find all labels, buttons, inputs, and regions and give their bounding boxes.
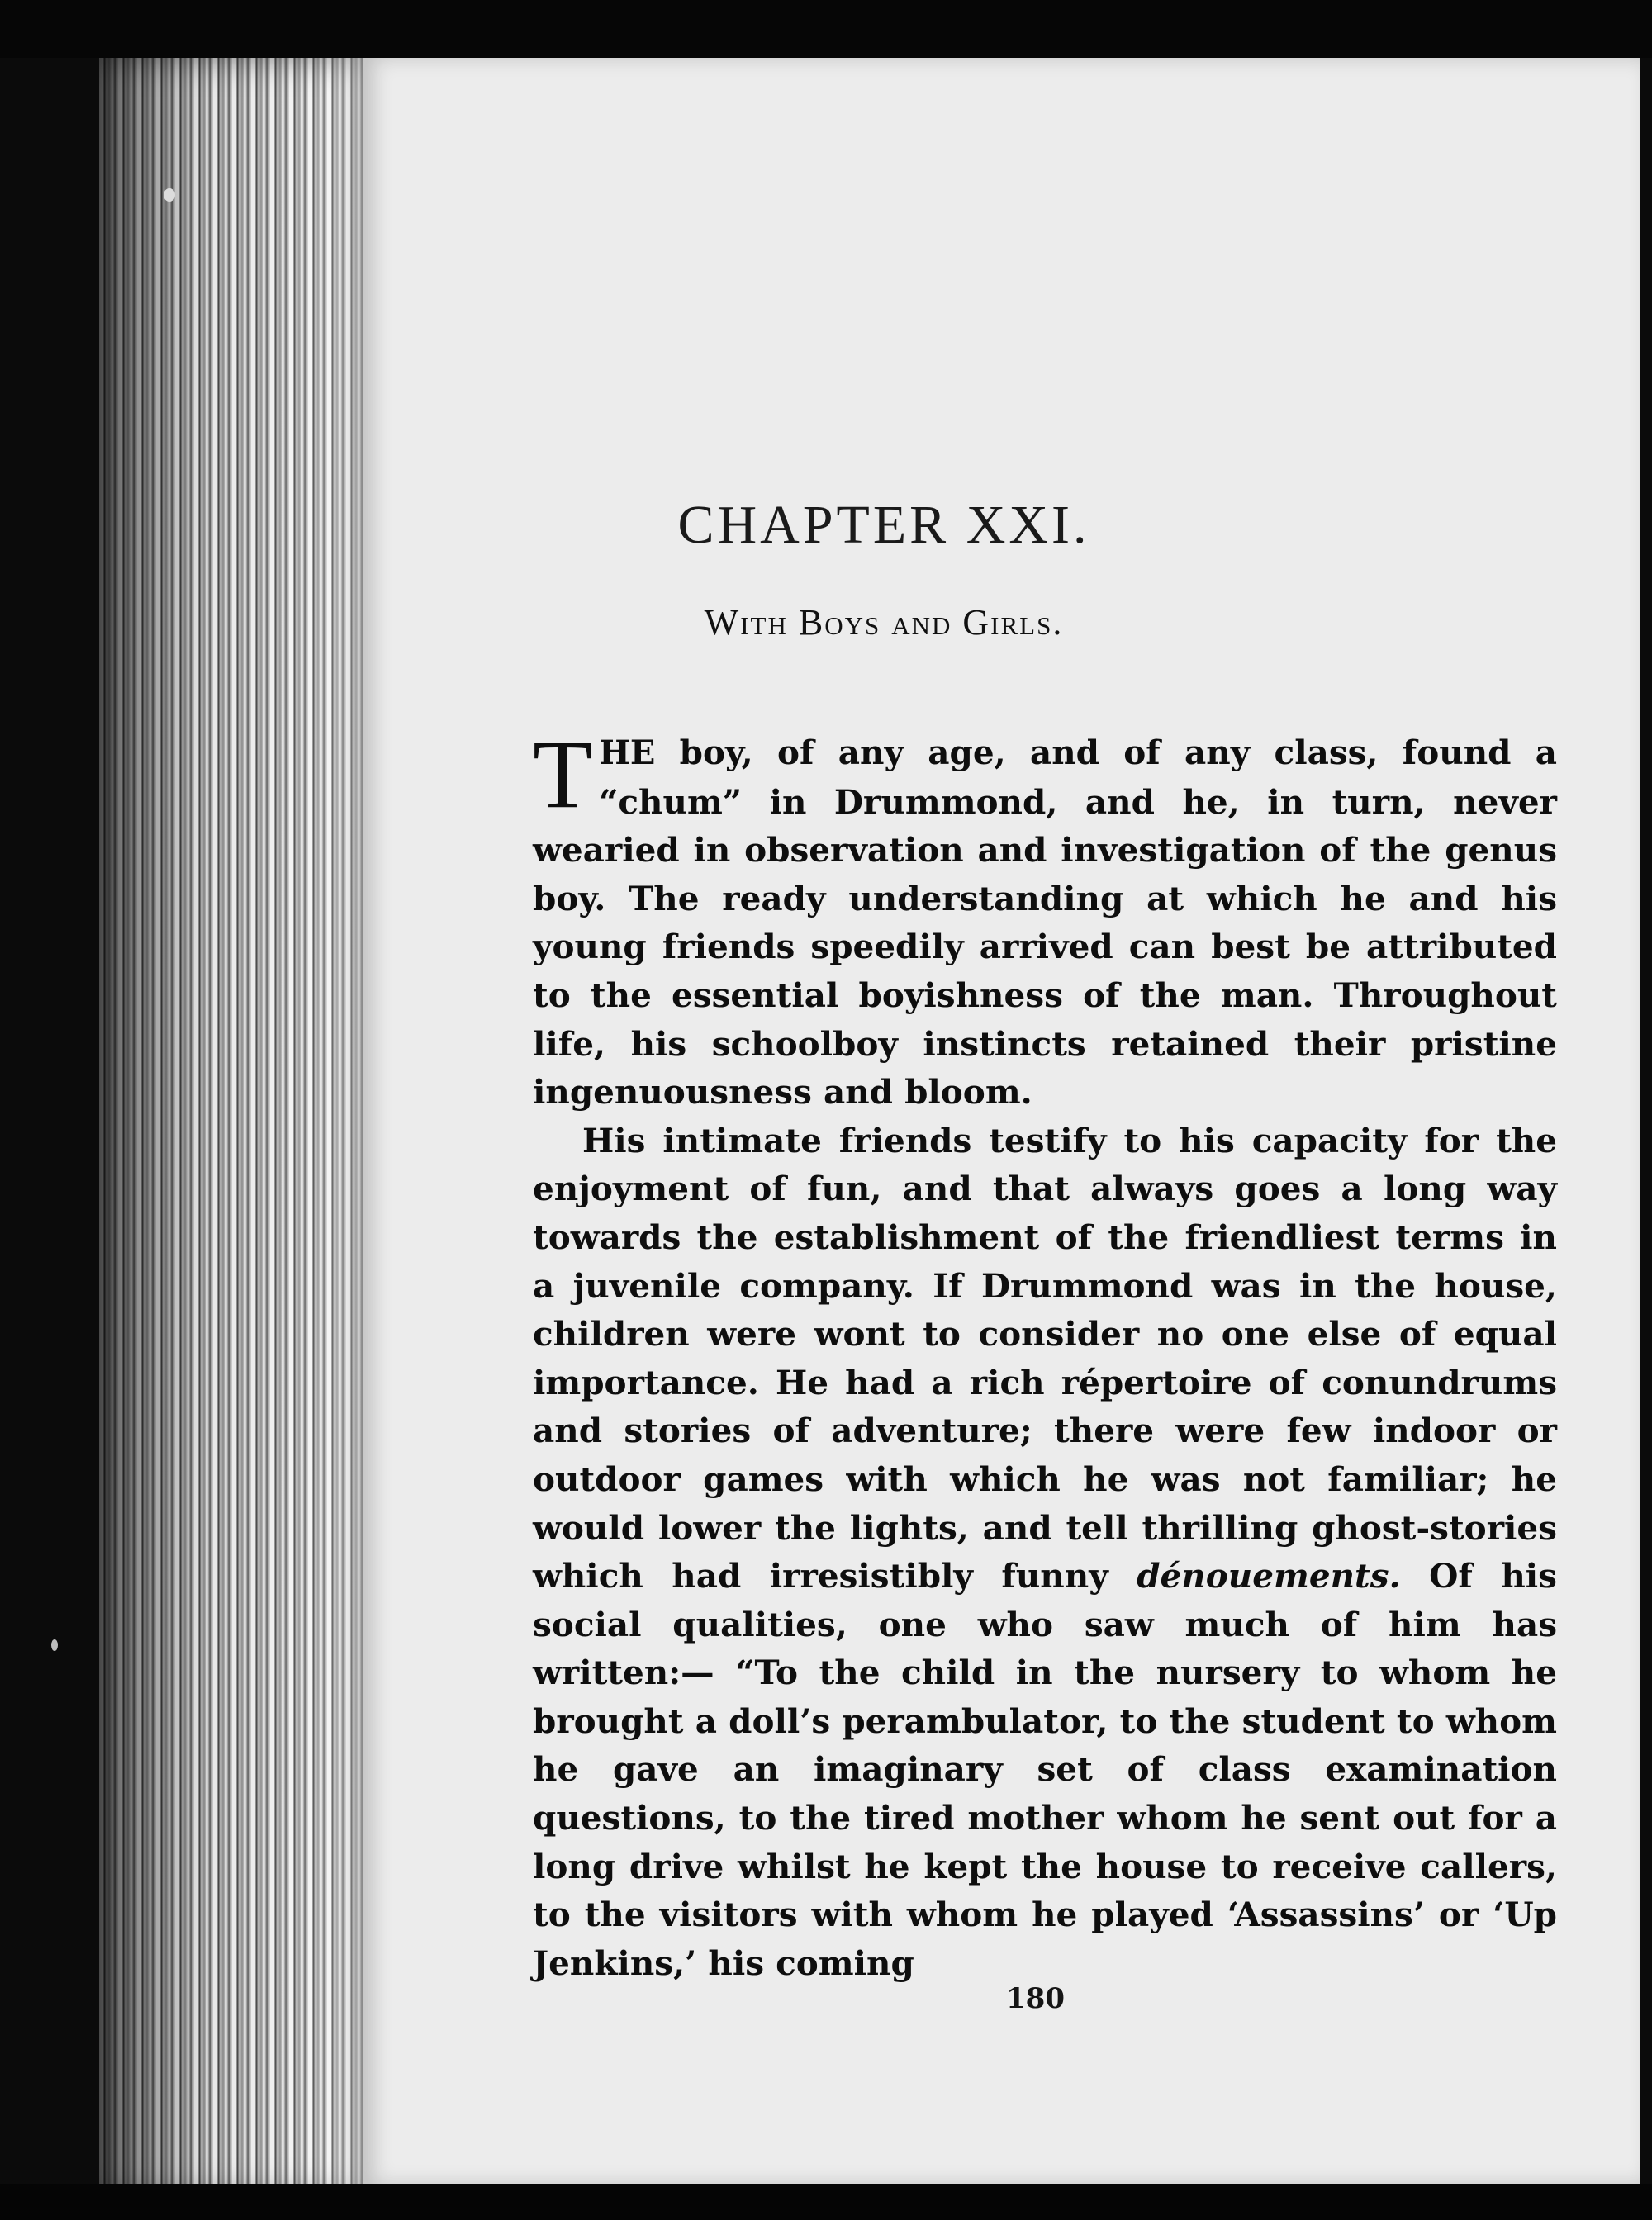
paragraph-1-text: boy, of any age, and of any class, found a “chum” in Drummond, and he, in turn, never wearied in observation and investigation of the genus boy. The ready understanding at which he and his young friends speedily arrived can best be attributed to the essential boyishness of the man. Throughout life, his schoolboy instincts retained their pristine ingenuousness and bloom. <box>533 733 1557 1112</box>
scan-bottom-border <box>0 2184 1652 2220</box>
paragraph-2-continued: Of his social qualities, one who saw much of him has written:— “To the child in the nursery to whom he brought a doll’s perambulator, to the student to whom he gave an imaginary set of class examination questions, to the tired mother whom he sent out for a long drive whilst he kept the house to receive callers, to the visitors with whom he played ‘Assassins’ or ‘Up Jenkins,’ his coming <box>533 1556 1557 1983</box>
scan-speck <box>51 1639 58 1651</box>
paragraph-2 <box>533 1117 1557 1988</box>
italic-term: dénouements. <box>1137 1556 1401 1596</box>
body-text <box>533 720 1557 1987</box>
scan-speck <box>164 188 175 202</box>
chapter-subtitle: With Boys and Girls. <box>704 602 1064 643</box>
page-number: 180 <box>1006 1982 1065 2015</box>
paragraph-1 <box>533 720 1557 1117</box>
book-page-edges <box>99 58 363 2197</box>
chapter-heading: CHAPTER XXI. <box>677 495 1090 555</box>
first-word: HE <box>599 733 656 772</box>
paragraph-2-text: His intimate friends testify to his capacity for the enjoyment of fun, and that always goes a long way towards the establishment of the friendliest terms in a juvenile company. If Drummond was in the house, children were wont to consider no one else of equal importance. He had a rich répertoire of conundrums and stories of adventure; there were few indoor or outdoor games with which he was not familiar; he would lower the lights, and tell thrilling ghost-stories which had irresistibly funny <box>533 1120 1557 1596</box>
scan-top-border <box>0 0 1652 58</box>
drop-cap: T <box>533 720 593 828</box>
